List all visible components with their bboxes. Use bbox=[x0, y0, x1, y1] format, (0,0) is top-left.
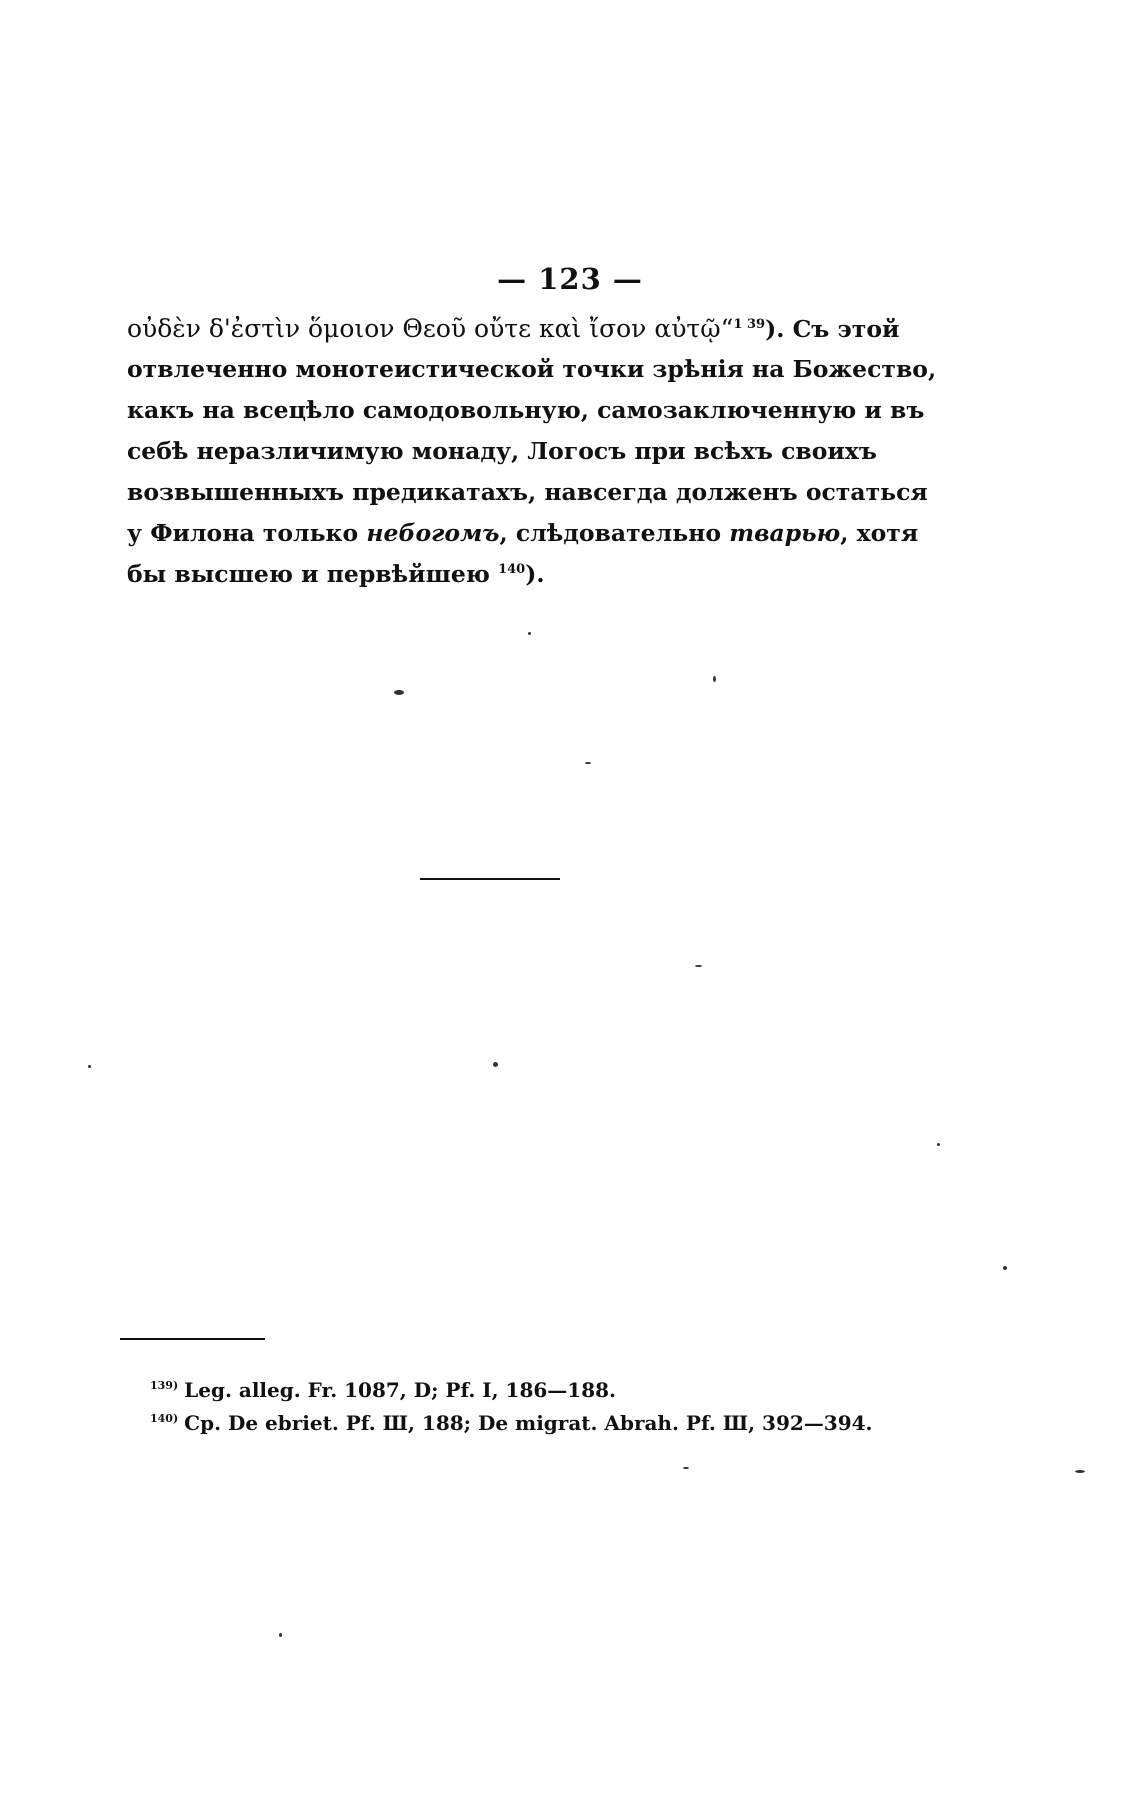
scan-speck bbox=[695, 965, 702, 967]
footnote-number: 139) bbox=[150, 1379, 179, 1393]
text-line-2: отвлеченно монотеистической точки зрѣнія на Божество, bbox=[127, 355, 937, 383]
italic-word-nebogom: небогомъ bbox=[366, 519, 500, 547]
line-6-before: у Филона только bbox=[127, 519, 359, 547]
scan-speck bbox=[88, 1065, 91, 1068]
text-line-7 bbox=[127, 554, 858, 595]
page-number: — 123 — bbox=[497, 262, 643, 296]
line-7-text: бы высшею и первѣйшею bbox=[127, 560, 490, 588]
scan-speck bbox=[279, 1633, 282, 1637]
footnote-number: 140) bbox=[150, 1412, 179, 1426]
main-text bbox=[127, 308, 937, 595]
scan-speck bbox=[394, 690, 404, 695]
italic-word-tvaryu: тварью bbox=[729, 519, 841, 547]
footnote-ref-139: 1 39 bbox=[733, 317, 766, 333]
text-line-5: возвышенныхъ предикатахъ, навсегда долженъ остаться bbox=[127, 478, 928, 506]
footnote-140 bbox=[150, 1407, 873, 1440]
line-6-after: , хотя bbox=[840, 519, 919, 547]
footnote-separator bbox=[120, 1338, 265, 1340]
footnote-ref-140: 140 bbox=[498, 562, 526, 578]
line-6-middle: , слѣдовательно bbox=[499, 519, 722, 547]
scan-speck bbox=[1003, 1266, 1007, 1270]
text-line-6 bbox=[127, 513, 919, 554]
footnotes bbox=[150, 1374, 873, 1440]
section-divider bbox=[420, 878, 560, 880]
line-1-rest: ). Съ этой bbox=[765, 315, 900, 343]
scan-speck bbox=[493, 1062, 498, 1067]
footnote-text: Ср. De ebriet. Pf. Ш, 188; De migrat. Abrah. Pf. Ш, 392—394. bbox=[184, 1411, 873, 1435]
text-line-1 bbox=[127, 308, 900, 349]
scan-speck bbox=[528, 632, 531, 635]
scan-speck bbox=[1075, 1470, 1085, 1473]
greek-quotation: οὐδὲν δ'ἐστὶν ὅμοιον Θεοῦ οὔτε καὶ ἴσον αὐτῷ bbox=[127, 314, 721, 343]
close-quote: “ bbox=[720, 314, 734, 343]
footnote-text: Leg. alleg. Fr. 1087, D; Pf. I, 186—188. bbox=[184, 1378, 617, 1402]
text-line-3: какъ на всецѣло самодовольную, самозаключенную и въ bbox=[127, 396, 925, 424]
text-line-4: себѣ неразличимую монаду, Логосъ при всѣхъ своихъ bbox=[127, 437, 877, 465]
line-7-after: ). bbox=[525, 560, 545, 588]
scan-speck bbox=[713, 676, 716, 682]
footnote-139 bbox=[150, 1374, 870, 1407]
scan-speck bbox=[683, 1467, 689, 1469]
scan-speck bbox=[937, 1143, 940, 1146]
scan-speck bbox=[585, 762, 591, 764]
